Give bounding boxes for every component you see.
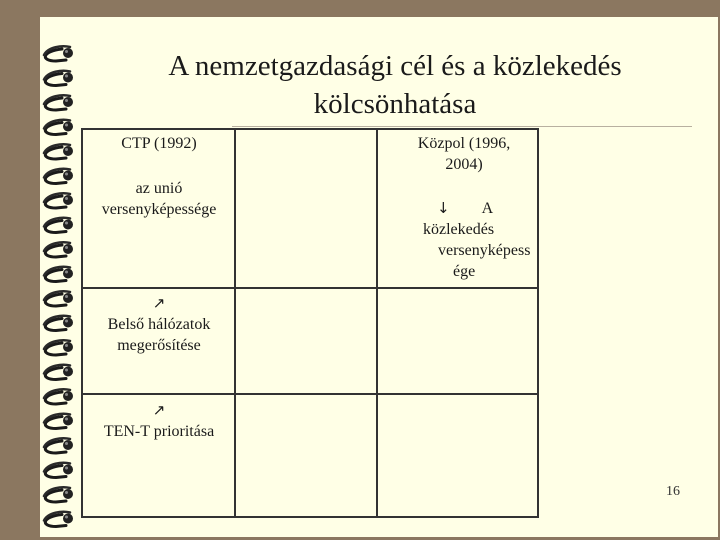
spiral-ring-icon: [44, 291, 73, 306]
row-1-line-2: versenyképessége: [101, 201, 217, 218]
table-divider-h2: [83, 393, 537, 395]
page-number: 16: [666, 484, 680, 499]
spiral-ring-icon: [44, 389, 73, 404]
header-right-cell: [393, 133, 535, 175]
spiral-ring-icon: [44, 46, 73, 61]
spiral-ring-icon: [44, 218, 73, 233]
comparison-table: [81, 128, 539, 518]
table-divider-v2: [376, 130, 378, 516]
row-1-line-1: az unió: [135, 180, 183, 197]
spiral-ring-icon: [44, 169, 73, 184]
row-2-cell: [79, 293, 239, 356]
spiral-ring-icon: [44, 316, 73, 331]
row-2-line-1: Belső hálózatok: [107, 316, 211, 333]
spiral-ring-icon: [44, 438, 73, 453]
spiral-ring-icon: [44, 340, 73, 355]
arrow-up-right-icon: ↗: [152, 401, 166, 419]
title-divider: [232, 126, 692, 127]
spiral-ring-icon: [44, 242, 73, 257]
header-left-cell: [83, 133, 235, 154]
spiral-ring-icon: [44, 414, 73, 429]
spiral-ring-icon: [44, 71, 73, 86]
right-line-2: közlekedés: [423, 221, 495, 238]
table-divider-h1: [83, 287, 537, 289]
header-left-text: CTP (1992): [121, 135, 197, 152]
right-body-cell: [413, 198, 543, 282]
spiral-ring-icon: [44, 267, 73, 282]
row-1-cell: [83, 178, 235, 220]
row-3-line-1: TEN-T prioritása: [103, 423, 215, 440]
spiral-ring-icon: [44, 193, 73, 208]
spiral-ring-icon: [44, 365, 73, 380]
row-3-cell: [79, 400, 239, 442]
spiral-ring-icon: [44, 144, 73, 159]
spiral-ring-icon: [44, 487, 73, 502]
spiral-ring-icon: [44, 120, 73, 135]
title-line-2: kölcsönhatása: [313, 88, 477, 120]
spiral-ring-icon: [44, 95, 73, 110]
title-line-1: A nemzetgazdasági cél és a közlekedés: [168, 50, 622, 82]
slide-title: [110, 47, 680, 123]
right-line-3: versenyképess: [438, 242, 531, 259]
right-word-1: A: [481, 200, 494, 217]
arrow-up-right-icon: ↗: [152, 294, 166, 312]
arrow-down-icon: ↓: [437, 199, 450, 217]
spiral-ring-icon: [44, 512, 73, 527]
slide: [40, 17, 718, 537]
header-right-line-2: 2004): [445, 156, 483, 173]
header-right-line-1: Közpol (1996,: [417, 135, 511, 152]
spiral-ring-icon: [44, 463, 73, 478]
row-2-line-2: megerősítése: [117, 337, 201, 354]
right-line-4: ége: [453, 263, 476, 280]
